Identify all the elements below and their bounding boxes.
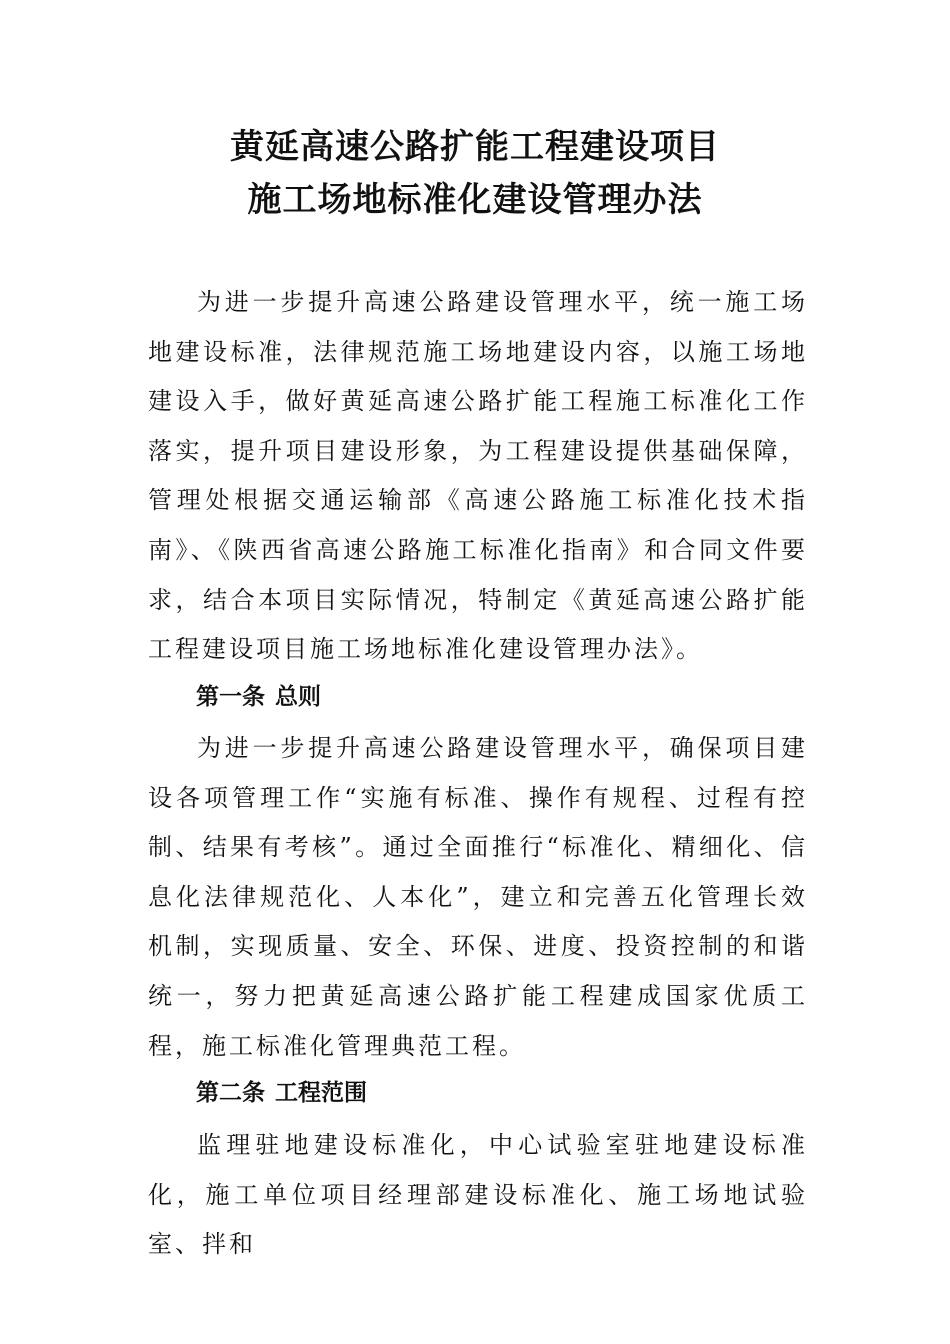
- document-title-line-1: 黄延高速公路扩能工程建设项目: [230, 127, 720, 167]
- article-1-title: 总则: [275, 684, 321, 710]
- document-title-line-2: 施工场地标准化建设管理办法: [247, 180, 703, 220]
- article-2-paragraph: 监理驻地建设标准化，中心试验室驻地建设标准化，施工单位项目经理部建设标准化、施工场地试验室、拌和: [148, 1131, 808, 1259]
- article-1-number: 第一条: [196, 684, 265, 710]
- article-2-number: 第二条: [196, 1080, 265, 1106]
- article-1-paragraph: 为进一步提升高速公路建设管理水平，确保项目建设各项管理工作“实施有标准、操作有规程、过程有控制、结果有考核”。通过全面推行“标准化、精细化、信息化法律规范化、人本化”，建立和完善五化管理长效机制，实现质量、安全、环保、进度、投资控制的和谐统一，努力把黄延高速公路扩能工程建成国家优质工程，施工标准化管理典范工程。: [148, 734, 808, 1060]
- article-2-title: 工程范围: [275, 1080, 367, 1106]
- intro-paragraph: 为进一步提升高速公路建设管理水平，统一施工场地建设标准，法律规范施工场地建设内容，以施工场地建设入手，做好黄延高速公路扩能工程施工标准化工作落实，提升项目建设形象，为工程建设提供基础保障，管理处根据交通运输部《高速公路施工标准化技术指南》、《陕西省高速公路施工标准化指南》和合同文件要求，结合本项目实际情况，特制定《黄延高速公路扩能工程建设项目施工场地标准化建设管理办法》。: [148, 288, 808, 664]
- article-2-heading: [196, 1082, 367, 1105]
- article-1-heading: [196, 686, 321, 709]
